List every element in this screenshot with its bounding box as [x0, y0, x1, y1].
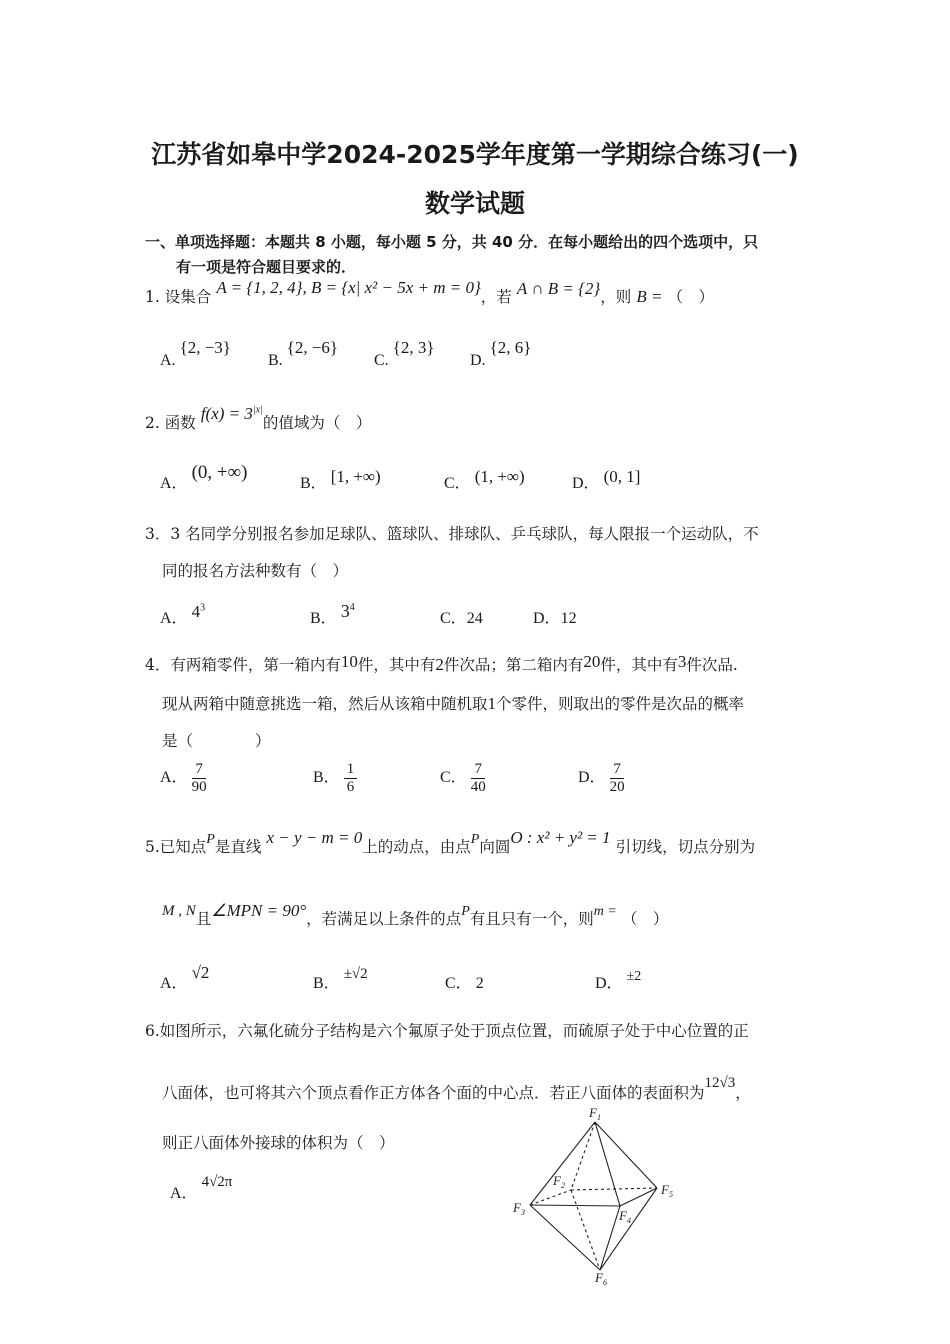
question-6-line3: 则正八面体外接球的体积为（ ）: [162, 1134, 395, 1152]
edge-f4-f5: [620, 1188, 657, 1206]
q2-option-c[interactable]: C． (1, +∞): [444, 467, 525, 492]
q1-paren: （ ）: [667, 288, 715, 306]
label-f5: $F_5$: [661, 1182, 673, 1199]
q6-option-a[interactable]: A． 4√2π: [170, 1174, 233, 1202]
question-6-line1: 6.如图所示，六氟化硫分子结构是六个氟原子处于顶点位置，而硫原子处于中心位置的正: [145, 1022, 749, 1040]
label-f6: $F_6$: [595, 1270, 607, 1287]
question-2: [145, 404, 372, 433]
q3-option-d[interactable]: D．12: [533, 610, 577, 627]
edge-f2-f6: [571, 1190, 600, 1270]
q5-line-equation: x − y − m = 0: [266, 828, 363, 847]
question-5-line1: 5.已知点P是直线 x − y − m = 0上的动点，由点P向圆O : x² + y² = 1 引切线，切点分别为: [145, 828, 756, 856]
question-4-line2: 现从两箱中随意挑选一箱，然后从该箱中随机取1个零件，则取出的零件是次品的概率: [162, 694, 745, 713]
octahedron-figure: [505, 1100, 705, 1290]
page-subtitle: 数学试题: [424, 189, 525, 218]
edge-f5-f6: [600, 1188, 657, 1270]
section-heading: 一、单项选择题：本题共 8 小题，每小题 5 分，共 40 分．在每小题给出的四个选项中，只: [145, 233, 759, 251]
q3-option-c[interactable]: C．24: [440, 610, 483, 627]
label-f3: $F_3$: [513, 1200, 525, 1217]
q1-set-b: , B = {x| x² − 5x + m = 0}: [302, 278, 481, 297]
q2-function: $f(x) = 3^{|x|}$: [200, 404, 263, 423]
q1-ask: B =: [636, 287, 663, 306]
q1-ask-pre: ，则: [600, 288, 632, 306]
q5-option-d[interactable]: D． ±2: [595, 969, 642, 992]
q1-option-b[interactable]: B. {2, −6}: [268, 338, 339, 369]
q1-option-c[interactable]: C. {2, 3}: [374, 338, 435, 369]
q3-option-b[interactable]: B． $3^4$: [310, 601, 355, 627]
edge-f1-f2: [571, 1122, 595, 1190]
question-3-line2: 同的报名方法种数有（ ）: [162, 562, 349, 580]
q1-option-a[interactable]: A. {2, −3}: [160, 338, 231, 369]
q2-option-b[interactable]: B． [1, +∞): [300, 467, 381, 492]
q1-prefix: 1. 设集合: [145, 288, 212, 306]
edge-f3-f4: [530, 1205, 620, 1206]
label-f1: $F_1$: [589, 1105, 601, 1122]
q3-option-a[interactable]: A． $4^3$: [160, 602, 206, 627]
q2-suffix: 的值域为（ ）: [262, 414, 372, 432]
q5-option-b[interactable]: B． ±√2: [313, 966, 368, 992]
edge-f4-f6: [600, 1206, 620, 1270]
label-f4: $F_4$: [619, 1208, 631, 1225]
q2-option-d[interactable]: D． (0, 1]: [572, 467, 641, 492]
question-6-line2: 八面体，也可将其六个顶点看作正方体各个面的中心点．若正八面体的表面积为12√3，: [162, 1075, 751, 1102]
edge-f1-f3: [530, 1122, 595, 1205]
question-1: [145, 278, 715, 307]
q1-condition: A ∩ B = {2}: [516, 279, 601, 298]
q5-circle-equation: O : x² + y² = 1: [510, 828, 611, 847]
q4-option-b[interactable]: B． $\frac{1}{6}$: [313, 761, 357, 796]
section-heading-cont: 有一项是符合题目要求的．: [176, 258, 357, 276]
q4-option-d[interactable]: D． $\frac{7}{20}$: [578, 761, 625, 795]
label-f2: $F_2$: [553, 1173, 565, 1190]
question-3-line1: 3．3 名同学分别报名参加足球队、篮球队、排球队、乒乓球队，每人限报一个运动队，不: [145, 525, 759, 543]
q4-option-c[interactable]: C． $\frac{7}{40}$: [440, 761, 486, 795]
q1-set-a: A = {1, 2, 4}: [216, 278, 303, 297]
question-4-line1: 4．有两箱零件，第一箱内有10件，其中有2件次品；第二箱内有20件，其中有3件次品.: [145, 652, 738, 674]
page-title: 江苏省如皋中学2024-2025学年度第一学期综合练习(一): [151, 140, 799, 169]
q2-option-a[interactable]: A． (0, +∞): [160, 462, 248, 492]
q1-option-d[interactable]: D. {2, 6}: [470, 338, 532, 369]
edge-f2-f5: [571, 1188, 657, 1190]
edge-f3-f6: [530, 1205, 600, 1270]
q5-option-a[interactable]: A． √2: [160, 963, 210, 992]
q5-option-c[interactable]: C． 2: [445, 975, 484, 992]
q2-prefix: 2. 函数: [145, 414, 196, 432]
question-4-line3: 是（ ）: [162, 732, 271, 750]
q1-cond-pre: ，若: [480, 288, 512, 306]
question-5-line2: M , N且∠MPN = 90°，若满足以上条件的点P有且只有一个，则m = （ ）: [162, 901, 669, 928]
q5-angle: ∠MPN = 90°: [211, 901, 307, 920]
q6-area: 12√3: [704, 1075, 736, 1091]
q4-option-a[interactable]: A． $\frac{7}{90}$: [160, 761, 207, 795]
